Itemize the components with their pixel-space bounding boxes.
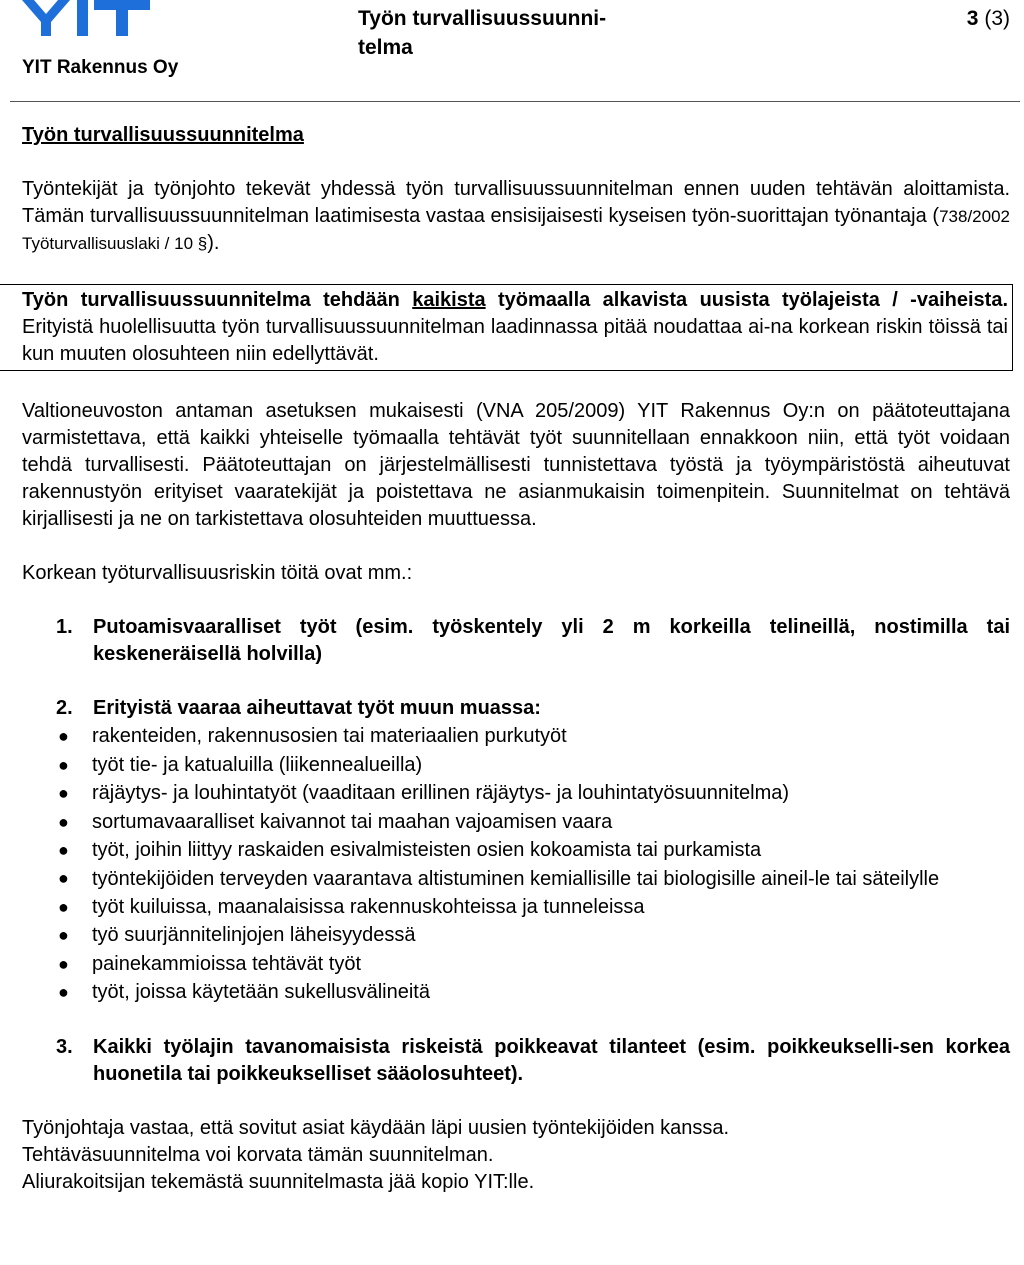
box-underlined: kaikista xyxy=(412,289,486,311)
document-body xyxy=(22,122,1010,1196)
intro-text: Työntekijät ja työnjohto tekevät yhdessä työn turvallisuussuunnitelman ennen uuden tehtävän aloittamista. Tämän turvallisuussuunnitelman laatimisesta vastaa ensisijaisesti kyseisen työn-suorittajan työnantaja ( xyxy=(22,178,1010,227)
highlight-box xyxy=(0,284,1013,371)
bullet-item: ● työt tie- ja katualuilla (liikennealueilla) xyxy=(22,751,1010,780)
bullet-item: ● painekammioissa tehtävät työt xyxy=(22,950,1010,979)
box-bold-2: työmaalla alkavista uusista työlajeista / -vaiheista. xyxy=(485,289,1008,311)
box-rest: Erityistä huolellisuutta työn turvallisuussuunnitelman laadinnassa pitää noudattaa ai-na korkean riskin töissä tai kun muuten olosuhteen niin edellyttävät. xyxy=(22,316,1008,365)
bullet-icon: ● xyxy=(58,867,69,888)
risk-item-2 xyxy=(22,695,1010,1007)
page-header xyxy=(0,0,1024,102)
bullet-icon: ● xyxy=(58,925,69,945)
bullet-icon: ● xyxy=(58,783,69,803)
bullet-icon: ● xyxy=(58,840,69,860)
bullet-item: ● työ suurjännitelinjojen läheisyydessä xyxy=(22,921,1010,950)
box-bold-1: Työn turvallisuussuunnitelma tehdään xyxy=(22,289,413,311)
closing-line: Tehtäväsuunnitelma voi korvata tämän suunnitelman. xyxy=(22,1143,494,1166)
risk-item-3 xyxy=(22,1034,1010,1088)
hazard-bullet-list xyxy=(22,722,1010,1007)
bullet-item: ● räjäytys- ja louhintatyöt (vaaditaan erillinen räjäytys- ja louhintatyösuunnitelma) xyxy=(22,779,1010,808)
bullet-item: ● työntekijöiden terveyden vaarantava altistuminen kemiallisille tai biologisille aineil-le tai säteilylle xyxy=(22,865,1010,893)
page-current: 3 xyxy=(966,7,979,30)
risk-number: 3. xyxy=(56,1035,73,1058)
bullet-item: ● rakenteiden, rakennusosien tai materiaalien purkutyöt xyxy=(22,722,1010,751)
risk-number: 1. xyxy=(56,616,73,638)
bullet-icon: ● xyxy=(58,811,69,832)
page-total: (3) xyxy=(984,7,1010,30)
bullet-icon: ● xyxy=(58,726,69,746)
risk-number: 2. xyxy=(56,697,73,719)
bullet-icon: ● xyxy=(58,982,69,1002)
intro-end: ). xyxy=(207,232,220,254)
risk-text: Kaikki työlajin tavanomaisista riskeistä poikkeavat tilanteet (esim. poikkeukselli-sen korkea huonetila tai poikkeukselliset sääolosuhteet). xyxy=(93,1035,1010,1085)
risk-text: Putoamisvaaralliset työt (esim. työskentely yli 2 m korkeilla telineillä, nostimilla tai keskeneräisellä holvilla) xyxy=(93,616,1010,665)
bullet-item: ● työt, joissa käytetään sukellusvälineitä xyxy=(22,978,1010,1007)
bullet-item: ● työt, joihin liittyy raskaiden esivalmisteisten osien kokoamista tai purkamista xyxy=(22,836,1010,865)
closing-line: Työnjohtaja vastaa, että sovitut asiat käydään läpi uusien työntekijöiden kanssa. xyxy=(22,1116,730,1139)
bullet-icon: ● xyxy=(58,896,69,917)
risk-item-1 xyxy=(22,614,1010,668)
bullet-item: ● sortumavaaralliset kaivannot tai maahan vajoamisen vaara xyxy=(22,808,1010,837)
company-name: YIT Rakennus Oy xyxy=(22,57,179,78)
closing-line: Aliurakoitsijan tekemästä suunnitelmasta jää kopio YIT:lle. xyxy=(22,1170,535,1193)
header-divider xyxy=(10,101,1020,102)
bullet-icon: ● xyxy=(58,754,69,775)
regulation-paragraph: Valtioneuvoston antaman asetuksen mukaisesti (VNA 205/2009) YIT Rakennus Oy:n on päätoteuttajana varmistettava, että kaikki yhteiselle työmaalla tehtävät työt suunnitellaan ennakkoon niin, että työt voidaan tehdä turvallisesti. Päätoteuttajan on järjestelmällisesti tunnistettava työstä ja työympäristöstä aiheutuvat rakennustyön erityiset vaaratekijät ja poistettava ne asianmukaisin toimenpitein. Suunnitelmat on tehtävä kirjallisesti ja ne on tarkistettava olosuhteiden muuttuessa. xyxy=(22,400,1010,530)
risk-text: Erityistä vaaraa aiheuttavat työt muun muassa: xyxy=(93,697,541,719)
intro-paragraph xyxy=(22,176,1010,257)
risk-list xyxy=(22,614,1010,1088)
closing-notes xyxy=(22,1115,1010,1196)
risk-intro: Korkean työturvallisuusriskin töitä ovat mm.: xyxy=(22,562,413,584)
law-reference: 738/2002 Työturvallisuuslaki / 10 § xyxy=(22,207,1010,253)
document-title: Työn turvallisuussuunni-telma xyxy=(358,7,607,59)
section-heading: Työn turvallisuussuunnitelma xyxy=(22,124,304,146)
page-number xyxy=(967,4,1010,33)
bullet-icon: ● xyxy=(58,953,69,974)
yit-logo xyxy=(22,0,152,38)
bullet-item: ● työt kuiluissa, maanalaisissa rakennuskohteissa ja tunneleissa xyxy=(22,893,1010,922)
